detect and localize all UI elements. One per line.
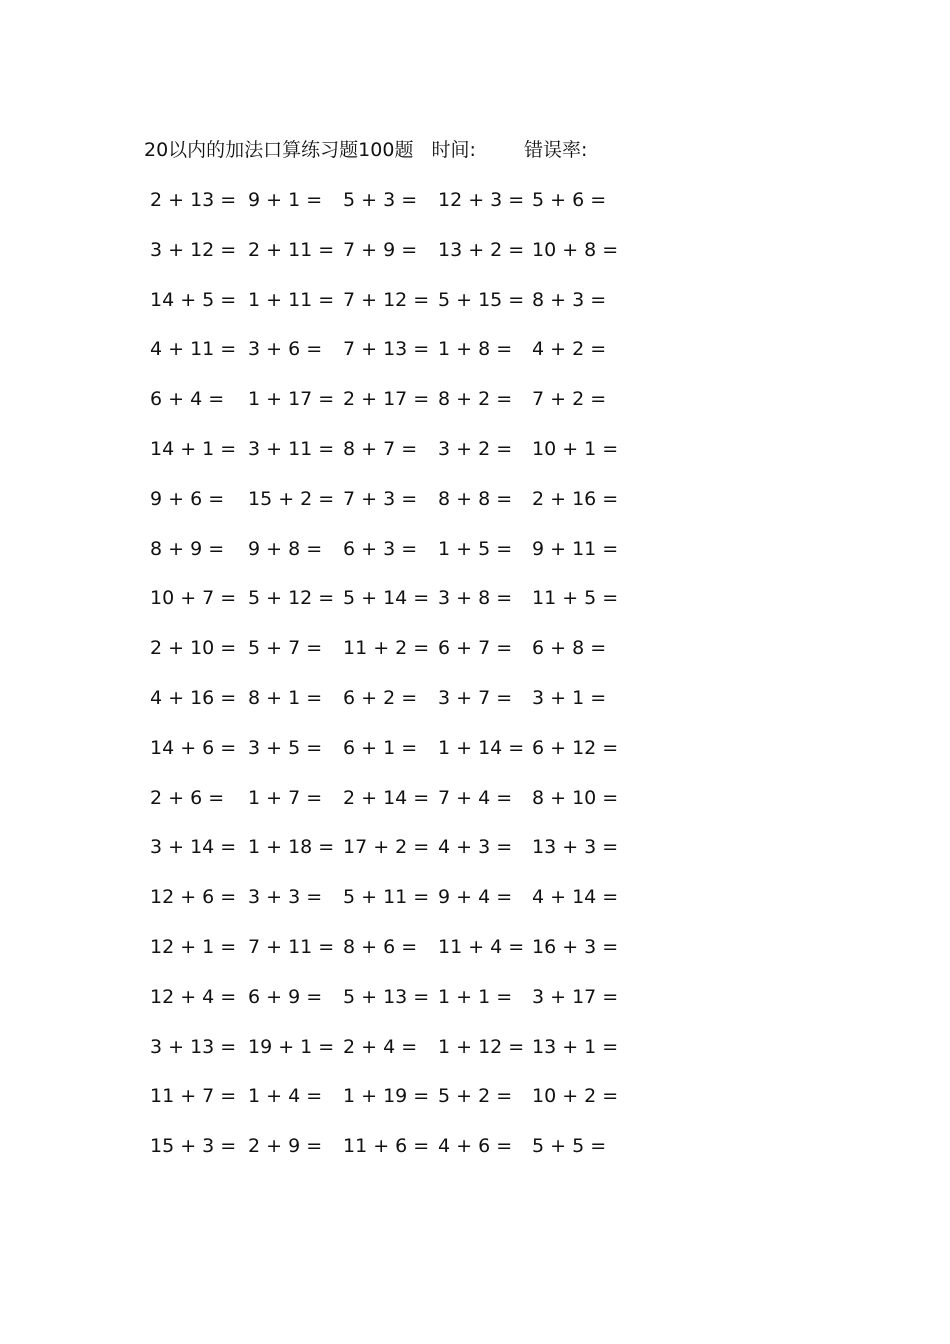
addition-problem: 3 + 7 =: [438, 686, 513, 709]
problem-row: [148, 774, 628, 824]
addition-problem: 12 + 4 =: [150, 985, 237, 1008]
problem-row: [148, 1122, 628, 1172]
addition-problem: 19 + 1 =: [248, 1035, 335, 1058]
addition-problem: 8 + 8 =: [438, 487, 513, 510]
addition-problem: 8 + 2 =: [438, 388, 513, 411]
problem-row: [148, 1072, 628, 1122]
addition-problem: 5 + 3 =: [343, 189, 418, 211]
addition-problem: 6 + 12 =: [532, 736, 619, 759]
addition-problem: 1 + 7 =: [248, 786, 323, 809]
addition-problem: 6 + 8 =: [532, 637, 607, 660]
addition-problem: 5 + 11 =: [343, 886, 430, 909]
addition-problem: 6 + 2 =: [343, 686, 418, 709]
addition-problem: 4 + 2 =: [532, 338, 607, 361]
addition-problem: 5 + 5 =: [532, 1135, 607, 1158]
addition-problem: 3 + 8 =: [438, 587, 513, 610]
addition-problem: 4 + 14 =: [532, 886, 619, 909]
addition-problem: 5 + 14 =: [343, 587, 430, 610]
addition-problem: 2 + 17 =: [343, 388, 430, 411]
addition-problem: 8 + 1 =: [248, 686, 323, 709]
addition-problem: 4 + 6 =: [438, 1135, 513, 1158]
addition-problem: 2 + 10 =: [150, 637, 237, 660]
addition-problem: 8 + 9 =: [150, 537, 225, 560]
problem-row: [148, 226, 628, 276]
addition-problem: 3 + 12 =: [150, 238, 237, 261]
addition-problem: 7 + 4 =: [438, 786, 513, 809]
addition-problem: 1 + 18 =: [248, 836, 335, 859]
addition-problem: 3 + 17 =: [532, 985, 619, 1008]
addition-problem: 14 + 5 =: [150, 288, 237, 311]
addition-problem: 1 + 14 =: [438, 736, 525, 759]
addition-problem: 2 + 4 =: [343, 1035, 418, 1058]
addition-problem: 2 + 9 =: [248, 1135, 323, 1158]
addition-problem: 9 + 1 =: [248, 189, 323, 211]
addition-problem: 1 + 1 =: [438, 985, 513, 1008]
addition-problem: 10 + 7 =: [150, 587, 237, 610]
problem-row: [148, 475, 628, 525]
problem-row: [148, 325, 628, 375]
addition-problem: 4 + 16 =: [150, 686, 237, 709]
problem-row: [148, 674, 628, 724]
addition-problem: 2 + 6 =: [150, 786, 225, 809]
addition-problem: 3 + 2 =: [438, 437, 513, 460]
problem-row: [148, 873, 628, 923]
addition-problem: 4 + 11 =: [150, 338, 237, 361]
addition-problem: 3 + 3 =: [248, 886, 323, 909]
addition-problem: 11 + 5 =: [532, 587, 619, 610]
addition-problem: 4 + 3 =: [438, 836, 513, 859]
addition-problem: 9 + 6 =: [150, 487, 225, 510]
addition-problem: 15 + 2 =: [248, 487, 335, 510]
addition-problem: 14 + 6 =: [150, 736, 237, 759]
addition-problem: 16 + 3 =: [532, 935, 619, 958]
addition-problem: 13 + 1 =: [532, 1035, 619, 1058]
error-rate-label: 错误率:: [523, 139, 588, 161]
addition-problem: 17 + 2 =: [343, 836, 430, 859]
problem-row: [148, 823, 628, 873]
addition-problem: 3 + 13 =: [150, 1035, 237, 1058]
addition-problem: 13 + 3 =: [532, 836, 619, 859]
addition-problem: 12 + 6 =: [150, 886, 237, 909]
addition-problem: 7 + 3 =: [343, 487, 418, 510]
worksheet-header: [144, 136, 587, 164]
addition-problem: 8 + 6 =: [343, 935, 418, 958]
addition-problem: 7 + 9 =: [343, 238, 418, 261]
addition-problem: 7 + 12 =: [343, 288, 430, 311]
addition-problem: 5 + 13 =: [343, 985, 430, 1008]
addition-problem: 2 + 14 =: [343, 786, 430, 809]
problem-row: [148, 923, 628, 973]
addition-problem: 2 + 11 =: [248, 238, 335, 261]
addition-problem: 3 + 6 =: [248, 338, 323, 361]
addition-problem: 13 + 2 =: [438, 238, 525, 261]
addition-problem: 8 + 10 =: [532, 786, 619, 809]
problem-row: [148, 176, 628, 226]
addition-problem: 5 + 6 =: [532, 189, 607, 211]
addition-problem: 3 + 11 =: [248, 437, 335, 460]
addition-problem: 10 + 1 =: [532, 437, 619, 460]
addition-problem: 10 + 8 =: [532, 238, 619, 261]
problem-row: [148, 375, 628, 425]
addition-problem: 5 + 12 =: [248, 587, 335, 610]
worksheet-title: 20以内的加法口算练习题100题: [144, 139, 414, 161]
addition-problem: 11 + 2 =: [343, 637, 430, 660]
addition-problem: 5 + 7 =: [248, 637, 323, 660]
addition-problem: 12 + 1 =: [150, 935, 237, 958]
addition-problem: 1 + 5 =: [438, 537, 513, 560]
addition-problem: 1 + 8 =: [438, 338, 513, 361]
addition-problem: 12 + 3 =: [438, 189, 525, 211]
addition-problem: 6 + 3 =: [343, 537, 418, 560]
problem-row: [148, 276, 628, 326]
addition-problem: 14 + 1 =: [150, 437, 237, 460]
addition-problem: 3 + 5 =: [248, 736, 323, 759]
addition-problem: 1 + 4 =: [248, 1085, 323, 1108]
addition-problem: 7 + 13 =: [343, 338, 430, 361]
addition-problem: 1 + 12 =: [438, 1035, 525, 1058]
addition-problem: 6 + 9 =: [248, 985, 323, 1008]
addition-problem: 9 + 11 =: [532, 537, 619, 560]
addition-problem: 5 + 15 =: [438, 288, 525, 311]
addition-problem: 3 + 14 =: [150, 836, 237, 859]
addition-problem: 1 + 19 =: [343, 1085, 430, 1108]
addition-problem: 3 + 1 =: [532, 686, 607, 709]
addition-problem: 5 + 2 =: [438, 1085, 513, 1108]
addition-problem: 7 + 2 =: [532, 388, 607, 411]
addition-problem: 8 + 7 =: [343, 437, 418, 460]
addition-problem: 6 + 4 =: [150, 388, 225, 411]
problem-row: [148, 624, 628, 674]
addition-problem: 10 + 2 =: [532, 1085, 619, 1108]
problem-row: [148, 425, 628, 475]
problem-row: [148, 724, 628, 774]
problem-row: [148, 525, 628, 575]
addition-problem: 1 + 17 =: [248, 388, 335, 411]
addition-problem: 2 + 13 =: [150, 189, 237, 211]
time-label: 时间:: [431, 139, 476, 161]
problem-grid: [148, 176, 628, 1172]
addition-problem: 2 + 16 =: [532, 487, 619, 510]
addition-problem: 15 + 3 =: [150, 1135, 237, 1158]
addition-problem: 7 + 11 =: [248, 935, 335, 958]
problem-row: [148, 973, 628, 1023]
addition-problem: 6 + 7 =: [438, 637, 513, 660]
addition-problem: 11 + 4 =: [438, 935, 525, 958]
problem-row: [148, 1023, 628, 1073]
addition-problem: 11 + 6 =: [343, 1135, 430, 1158]
addition-problem: 9 + 4 =: [438, 886, 513, 909]
addition-problem: 8 + 3 =: [532, 288, 607, 311]
addition-problem: 1 + 11 =: [248, 288, 335, 311]
addition-problem: 9 + 8 =: [248, 537, 323, 560]
addition-problem: 11 + 7 =: [150, 1085, 237, 1108]
problem-row: [148, 574, 628, 624]
addition-problem: 6 + 1 =: [343, 736, 418, 759]
